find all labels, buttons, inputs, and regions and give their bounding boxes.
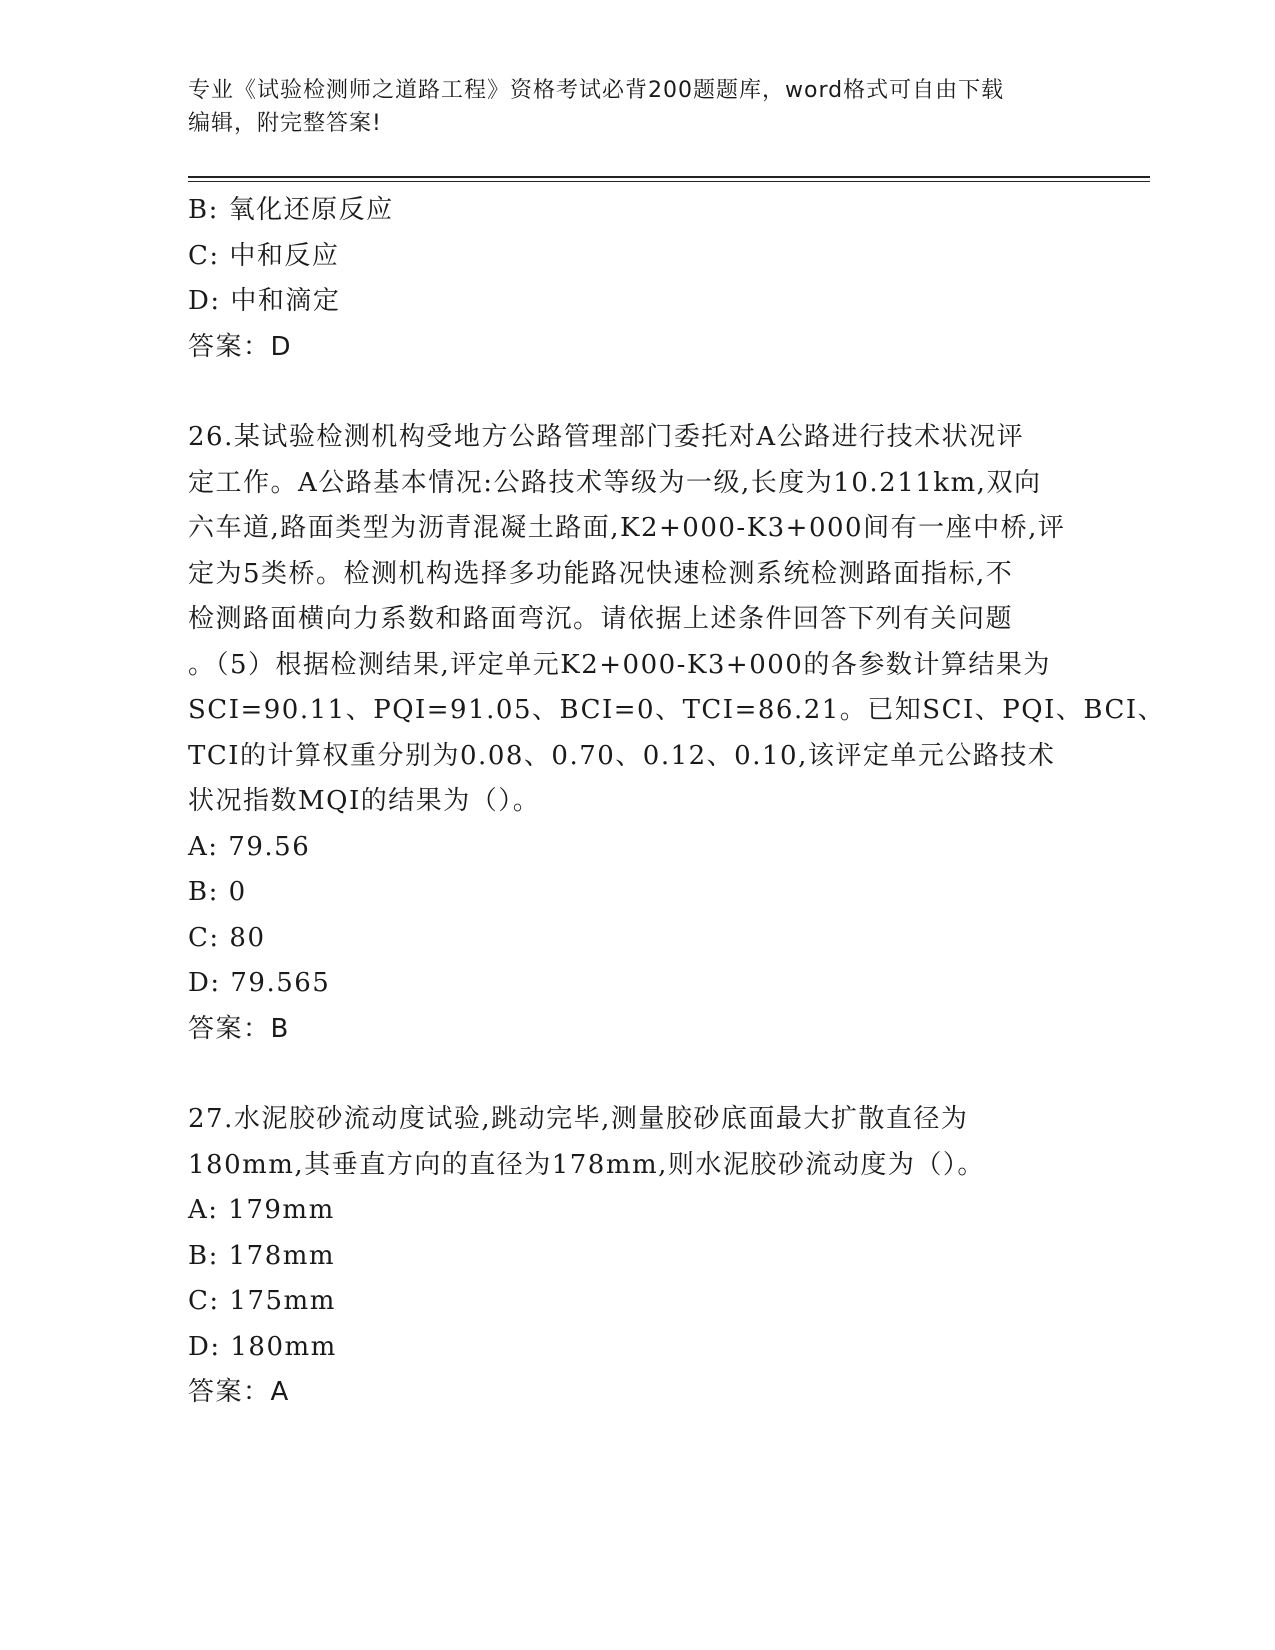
header-line: 编辑，附完整答案! [188,111,382,136]
option-b: B: 178mm [188,1240,336,1271]
option-c: C: 中和反应 [188,240,340,271]
spacer [188,370,1088,415]
question-stem-line: 状况指数MQI的结果为（）。 [188,786,541,816]
question-content [188,188,1166,1416]
question-stem-line: 27.水泥胶砂流动度试验,跳动完毕,测量胶砂底面最大扩散直径为 [188,1104,969,1134]
question-stem-line: 26.某试验检测机构受地方公路管理部门委托对A公路进行技术状况评 [188,422,1025,452]
question-stem-line: SCI=90.11、PQI=91.05、BCI=0、TCI=86.21。已知SCI、PQI、BCI、 [188,695,1166,725]
option-d: D: 79.565 [188,968,331,998]
header-line: 专业《试验检测师之道路工程》资格考试必背200题题库，word格式可自由下载 [188,78,1005,103]
question-stem-line: TCI的计算权重分别为0.08、0.70、0.12、0.10,该评定单元公路技术 [188,740,1056,771]
answer: 答案：B [188,1013,290,1044]
option-d: D: 中和滴定 [188,286,341,316]
option-a: A: 79.56 [188,831,311,862]
header-divider-thick [188,176,1150,178]
question-stem-line: 定工作。A公路基本情况:公路技术等级为一级,长度为10.211km,双向 [188,467,1042,498]
question-stem-line: 六车道,路面类型为沥青混凝土路面,K2+000-K3+000间有一座中桥,评 [188,513,1066,543]
document-header [188,74,1088,140]
question-stem-line: 定为5类桥。检测机构选择多功能路况快速检测系统检测路面指标,不 [188,558,1014,589]
option-b: B: 0 [188,877,247,907]
question-26 [188,415,1166,1052]
spacer [188,1052,1088,1097]
question-25-tail [188,188,1088,370]
question-stem-line: 180mm,其垂直方向的直径为178mm,则水泥胶砂流动度为（）。 [188,1149,985,1180]
question-27 [188,1097,1088,1416]
answer: 答案：A [188,1377,290,1407]
question-stem-line: 。（5）根据检测结果,评定单元K2+000-K3+000的各参数计算结果为 [188,649,1051,680]
option-c: C: 80 [188,922,266,953]
option-b: B: 氧化还原反应 [188,195,394,225]
answer: 答案：D [188,331,293,362]
option-c: C: 175mm [188,1286,336,1316]
question-stem-line: 检测路面横向力系数和路面弯沉。请依据上述条件回答下列有关问题 [188,604,1014,634]
header-divider-thin [188,181,1150,182]
option-a: A: 179mm [188,1195,335,1225]
option-d: D: 180mm [188,1331,337,1362]
